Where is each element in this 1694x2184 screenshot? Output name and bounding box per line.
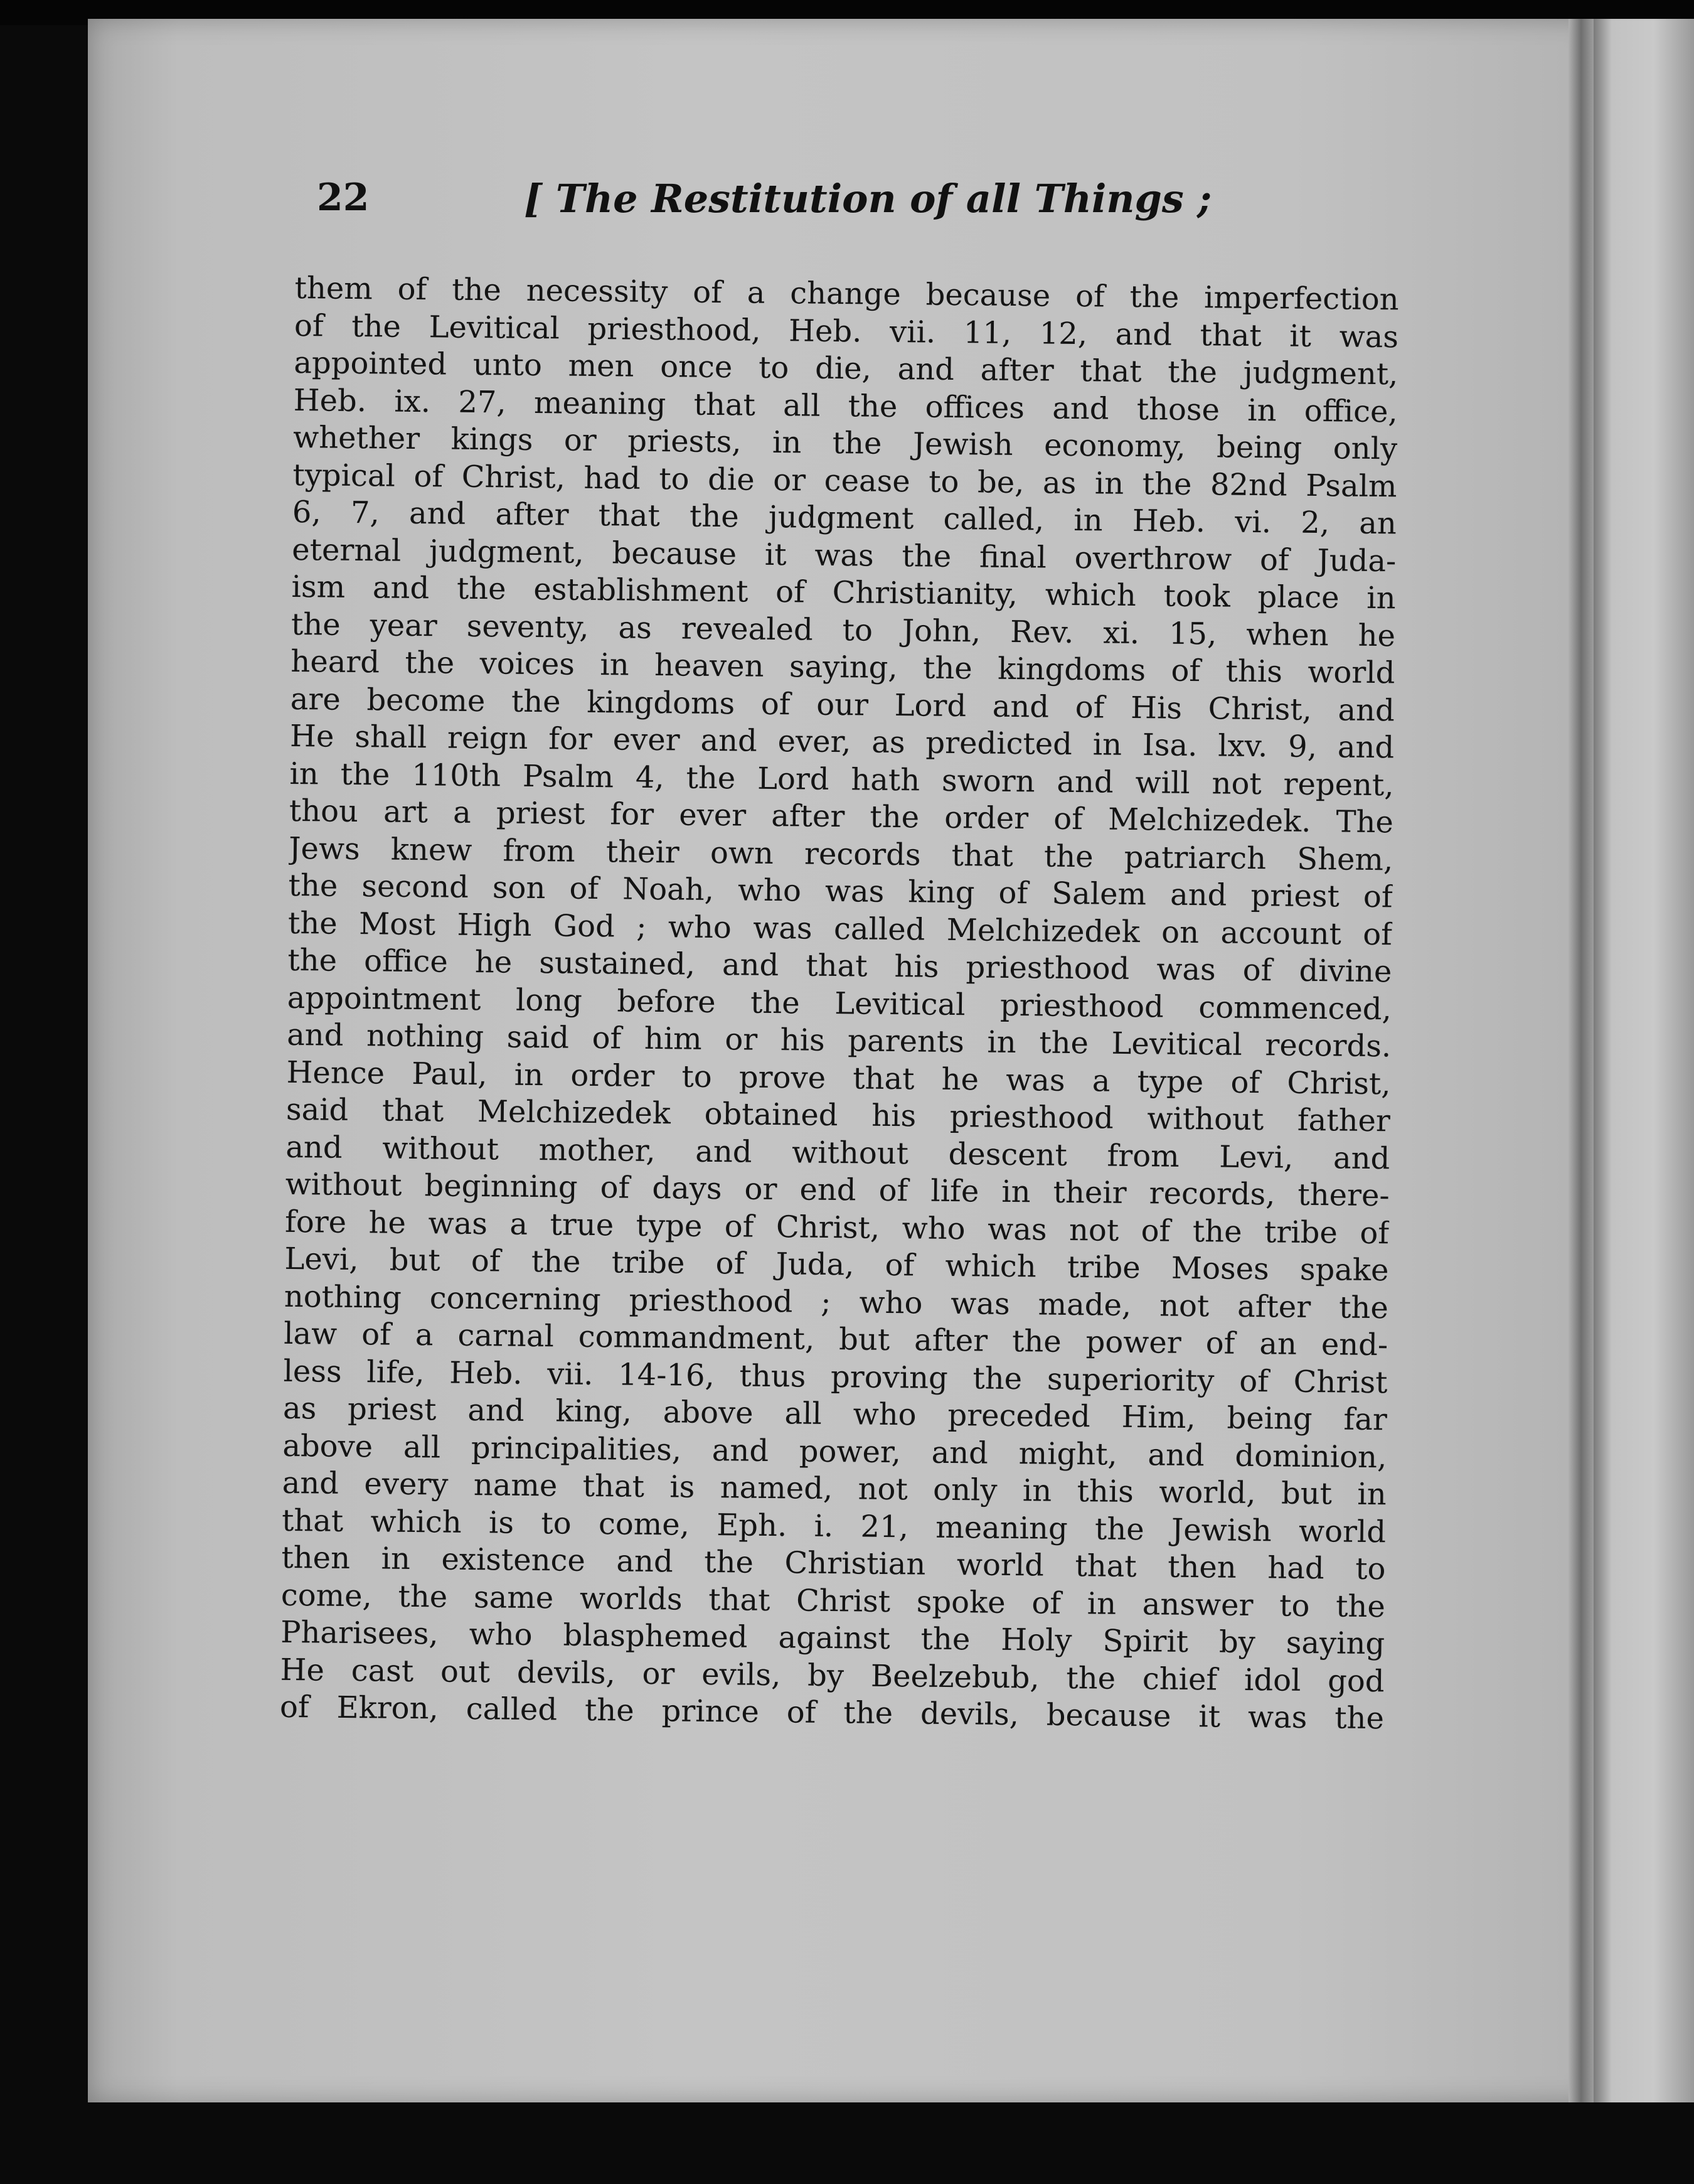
- text-line: 6, 7, and after that the judgment called, in Heb. vi. 2, an: [292, 494, 1397, 542]
- scan-border-bottom: [0, 2102, 1694, 2184]
- text-line: come, the same worlds that Christ spoke of in answer to the: [280, 1577, 1386, 1624]
- body-text: [280, 270, 1399, 1738]
- text-line: Heb. ix. 27, meaning that all the offices and those in office,: [293, 382, 1398, 429]
- text-line: the Most High God ; who was called Melchizedek on account of: [287, 905, 1393, 952]
- page-header: [317, 169, 1383, 238]
- text-line: of Ekron, called the prince of the devils, because it was the: [279, 1689, 1385, 1737]
- text-line: then in existence and the Christian world that then had to: [281, 1539, 1386, 1587]
- running-title: [ The Restitution of all Things ;: [524, 176, 1212, 222]
- text-line: Hence Paul, in order to prove that he was a type of Christ,: [286, 1054, 1391, 1101]
- text-line: law of a carnal commandment, but after the power of an end-: [283, 1315, 1388, 1363]
- text-line: appointment long before the Levitical priesthood commenced,: [287, 980, 1392, 1027]
- text-line: and without mother, and without descent from Levi, and: [285, 1129, 1390, 1176]
- book-gutter: [1569, 19, 1594, 2102]
- text-line: the year seventy, as revealed to John, Rev. xi. 15, when he: [290, 606, 1396, 653]
- text-line: typical of Christ, had to die or cease to be, as in the 82nd Psalm: [292, 457, 1397, 504]
- text-line: less life, Heb. vii. 14-16, thus proving the superiority of Christ: [283, 1353, 1388, 1400]
- text-line: Levi, but of the tribe of Juda, of which tribe Moses spake: [284, 1241, 1389, 1288]
- scan-border-left: [0, 0, 88, 2184]
- text-line: fore he was a true type of Christ, who was not of the tribe of: [284, 1204, 1390, 1251]
- text-line: Pharisees, who blasphemed against the Holy Spirit by saying: [280, 1614, 1385, 1662]
- text-line: and nothing said of him or his parents in the Levitical records.: [286, 1017, 1392, 1064]
- text-line: heard the voices in heaven saying, the kingdoms of this world: [290, 643, 1395, 691]
- text-line: them of the necessity of a change because of the imperfection: [294, 270, 1399, 318]
- text-line: He cast out devils, or evils, by Beelzebub, the chief idol god: [280, 1652, 1385, 1699]
- text-line: and every name that is named, not only in this world, but in: [282, 1465, 1387, 1512]
- text-line: are become the kingdoms of our Lord and of His Christ, and: [290, 681, 1395, 728]
- text-line: of the Levitical priesthood, Heb. vii. 11, 12, and that it was: [294, 308, 1399, 355]
- text-line: that which is to come, Eph. i. 21, meaning the Jewish world: [281, 1502, 1387, 1550]
- facing-page-edge: [1594, 19, 1694, 2102]
- text-line: said that Melchizedek obtained his priesthood without father: [285, 1091, 1391, 1139]
- page-number: 22: [317, 176, 370, 220]
- text-line: eternal judgment, because it was the final overthrow of Juda-: [292, 532, 1397, 579]
- text-line: above all principalities, and power, and might, and dominion,: [282, 1428, 1387, 1475]
- text-line: without beginning of days or end of life in their records, there-: [285, 1166, 1390, 1214]
- text-line: whether kings or priests, in the Jewish economy, being only: [292, 419, 1398, 467]
- text-line: thou art a priest for ever after the order of Melchizedek. The: [289, 793, 1394, 840]
- text-line: the office he sustained, and that his priesthood was of divine: [287, 942, 1392, 990]
- text-line: in the 110th Psalm 4, the Lord hath sworn and will not repent,: [289, 756, 1394, 803]
- text-line: the second son of Noah, who was king of Salem and priest of: [288, 867, 1393, 915]
- text-line: ism and the establishment of Christianity, which took place in: [291, 569, 1396, 616]
- text-line: as priest and king, above all who preceded Him, being far: [282, 1390, 1388, 1438]
- text-line: Jews knew from their own records that the patriarch Shem,: [289, 830, 1393, 877]
- text-line: appointed unto men once to die, and after that the judgment,: [294, 345, 1398, 392]
- text-line: nothing concerning priesthood ; who was made, not after the: [284, 1278, 1389, 1325]
- text-line: He shall reign for ever and ever, as predicted in Isa. lxv. 9, and: [289, 718, 1395, 766]
